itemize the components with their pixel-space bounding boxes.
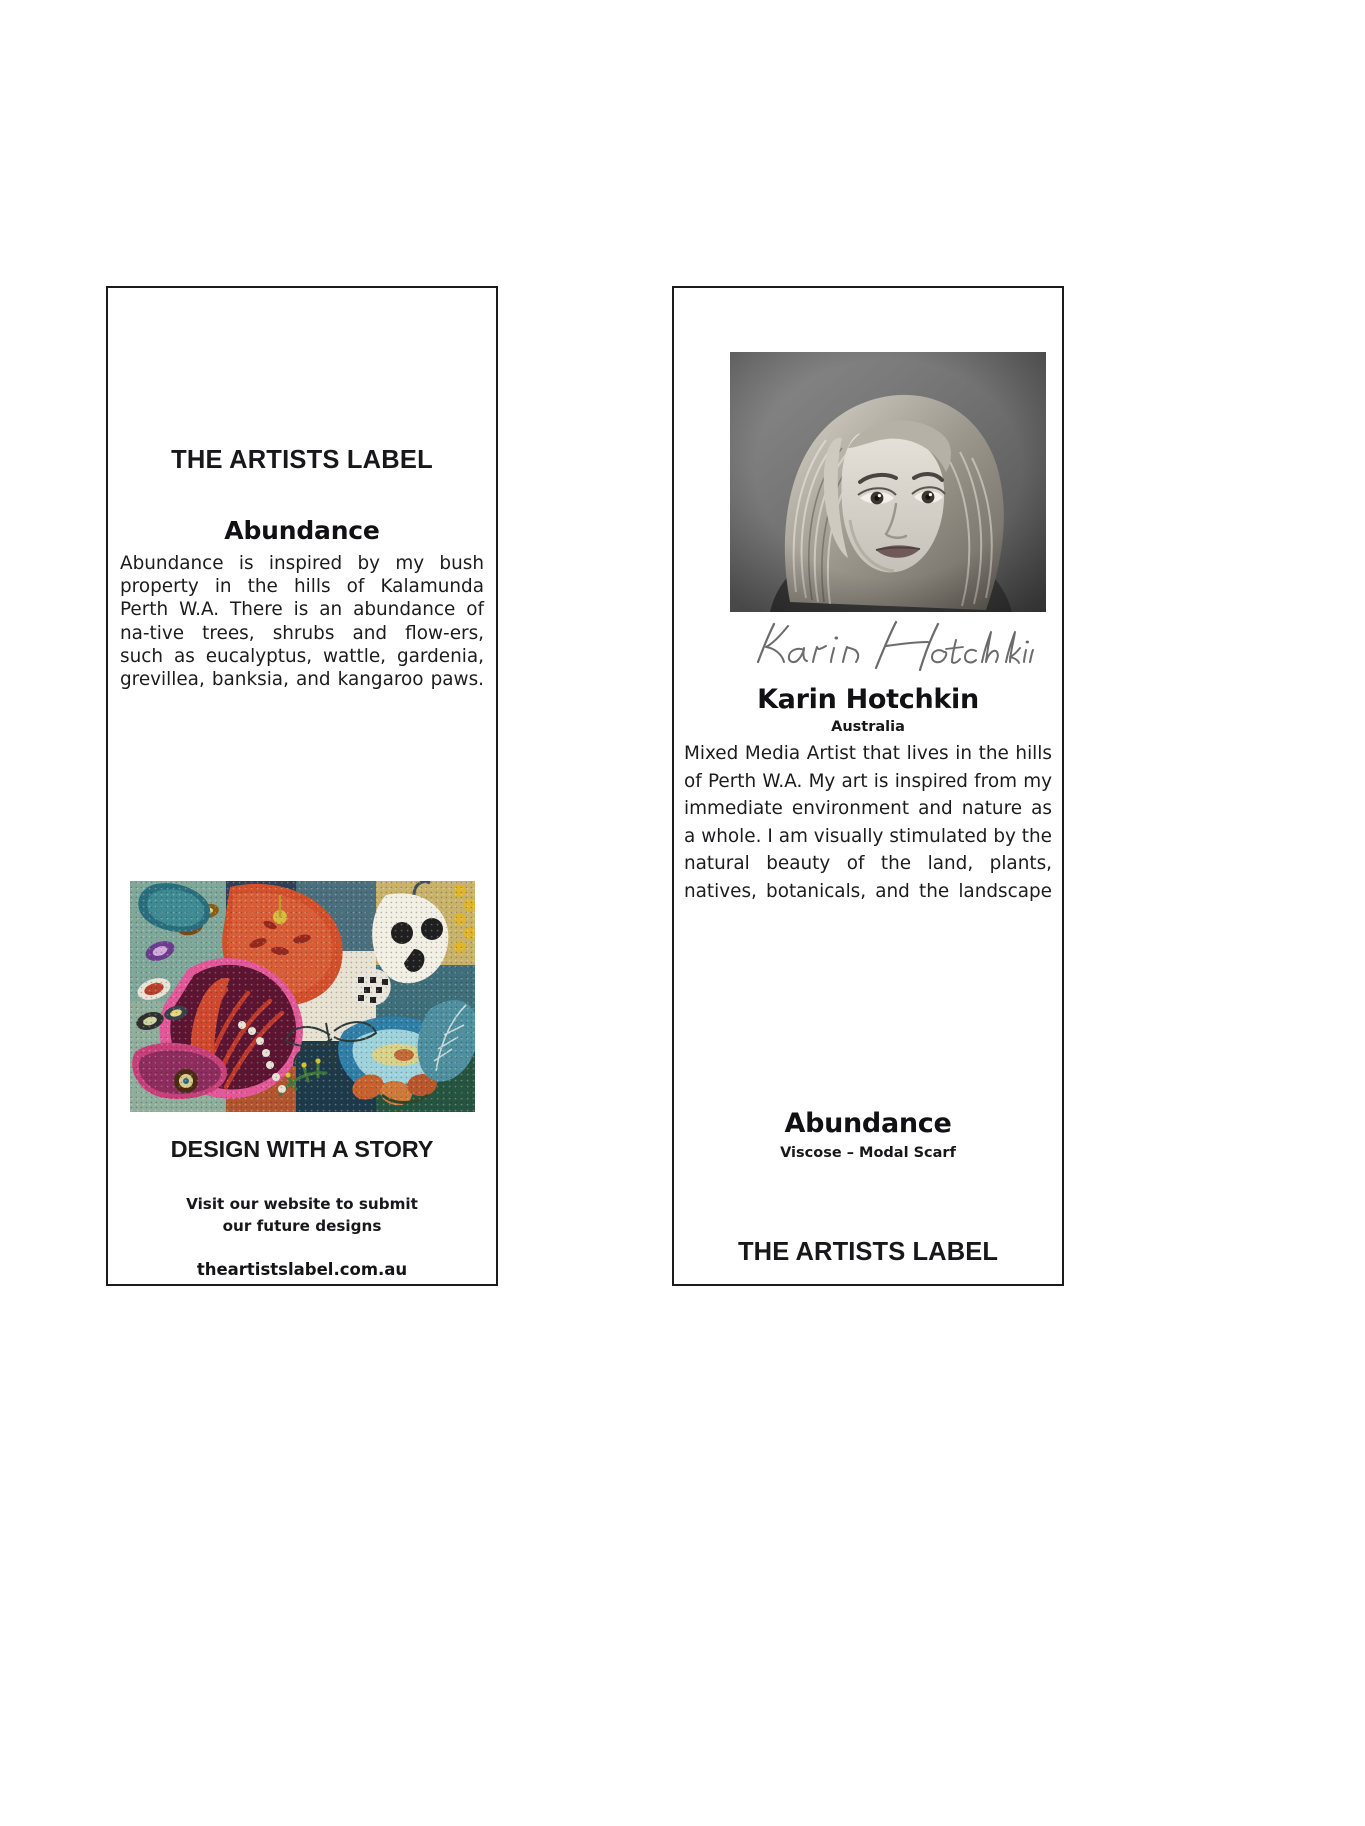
design-description: Abundance is inspired by my bush property in the hills of Kalamunda Perth W.A. There is an abundance of na-tive trees, shrubs and flow-ers, such as eucalyptus, wattle, gardenia, grevillea, banksia, and kangaroo paws. [120,553,484,691]
artist-signature [744,616,1034,676]
artist-country: Australia [831,719,905,735]
design-title: Abundance [224,516,380,545]
artist-bio: Mixed Media Artist that lives in the hills of Perth W.A. My art is inspired from my immediate environment and nature as a whole. I am visually stimulated by the natural beauty of the land, plants, natives, botanicals, and the landscape [684,743,1052,902]
artist-portrait [730,352,1046,612]
submit-line-1: Visit our website to submit [186,1195,418,1213]
footer-brand: THE ARTISTS LABEL [738,1238,998,1266]
design-story-tagline: DESIGN WITH A STORY [170,1136,434,1162]
product-material: Viscose – Modal Scarf [780,1145,956,1161]
left-panel [106,286,498,1286]
submit-line-2: our future designs [222,1217,382,1235]
artwork-image [130,881,475,1112]
website-link[interactable]: theartistslabel.com.au [196,1260,408,1279]
product-title: Abundance [784,1108,952,1139]
submit-call-to-action [108,1193,496,1237]
brand-heading: THE ARTISTS LABEL [171,446,433,474]
right-panel [672,286,1064,1286]
artist-name: Karin Hotchkin [757,684,979,715]
